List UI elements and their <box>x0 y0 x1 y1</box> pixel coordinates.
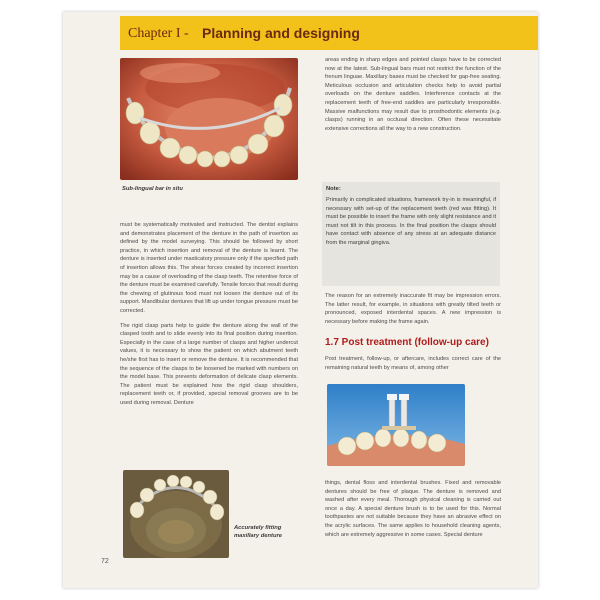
right-paragraph-3: Post treatment, follow-up, or aftercare, includes correct care of the remaining natural teeth by means of, among other <box>325 356 501 371</box>
book-page <box>63 12 538 588</box>
right-column-followup <box>325 355 501 378</box>
denture-brush-photo <box>327 384 465 466</box>
right-paragraph-2: The reason for an extremely inaccurate fit may be impression errors. The latter result, for example, in situations with greatly tilted teeth or pronounced, exposed interdental spaces. A new impression is necessary before making the frame again. <box>325 293 501 325</box>
chapter-prefix: Chapter I - <box>128 26 189 41</box>
chapter-title: Planning and designing <box>202 25 360 41</box>
left-column <box>120 221 298 413</box>
chapter-banner <box>120 16 538 50</box>
note-body: Primarily in complicated situations, framework try-in is meaningful, if necessary with set-up of the replacement teeth (red wax fitting). It must be possible to insert the frame with only slight resistance and it must not tilt in this process. In the final position the clasps should have contact with absence of any stress at an adequate distance from the marginal gingiva. <box>326 197 496 246</box>
right-column-middle <box>325 292 501 332</box>
note-box <box>322 182 500 286</box>
left-paragraph-2: The rigid clasp parts help to guide the denture along the wall of the clasped tooth and to slide evenly into its final position during insertion. Especially in the case of a large number of clasps and higher undercut values, it is necessary to show the patient on which abutment teeth he/she first has to insert or remove the denture. It is recommended that the sequence of the clasps to be loosened be marked with numbers on the model base. This prevents deformation of delicate clasp elements. The patient must be explained how the rigid clasp shoulders, replacement teeth or, if provided, special removal grooves are to be used during removal. Denture <box>120 322 298 406</box>
sublingual-bar-photo <box>120 58 298 180</box>
left-paragraph-1: must be systematically motivated and instructed. The dentist explains and demonstrates placement of the denture in the path of insertion as defined by the model surveying. This should be followed by short practice, in which insertion and removal of the denture is learnt. The denture is inserted under masticatory pressure only if the specified path of insertion allows this. The shear forces created by incorrect insertion may be a cause of overloading of the clasp teeth. The retentive force of the denture must be examined carefully. Tensile forces that result during the chewing of glutinous food must not loosen the denture out of its support. Mandibular dentures that lift up under tongue pressure must be corrected. <box>120 222 298 314</box>
right-column-top <box>325 56 501 139</box>
right-paragraph-4: things, dental floss and interdental brushes. Fixed and removable dentures should be free of plaque. The denture is removed and washed after every meal. Thorough physical cleaning is carried out once a day. A special denture brush is to be used for this. Normal toothpastes are not suitable because they have an abrasive effect on the acrylic surfaces. The same applies to household cleaning agents, which are extremely aggressive in some cases. Special denture <box>325 480 501 538</box>
note-title: Note: <box>326 186 341 192</box>
section-heading: 1.7 Post treatment (follow-up care) <box>325 337 489 348</box>
page-number: 72 <box>101 558 109 565</box>
right-paragraph-1: areas ending in sharp edges and pointed clasps have to be corrected now at the latest. Sub-lingual bars must not restrict the function of the frenum linguae. Maxillary bases must be checked for gap-free seating. Meticulous occlusion and articulation checks help to avoid partial overloads on the denture saddles. Interference contacts at the replacement teeth of free-end saddles are particularly irresponsible. Massive malfunctions may result due to prosthodontic elements (e.g. clasps) running in an occlusal direction. Often these necessitate extensive corrections all the way to a new construction. <box>325 57 501 132</box>
maxillary-denture-photo <box>123 470 229 558</box>
top-photo-caption: Sub-lingual bar in situ <box>122 186 183 192</box>
right-column-bottom <box>325 479 501 545</box>
bottom-photo-caption: Accurately fitting maxillary denture <box>234 525 283 539</box>
